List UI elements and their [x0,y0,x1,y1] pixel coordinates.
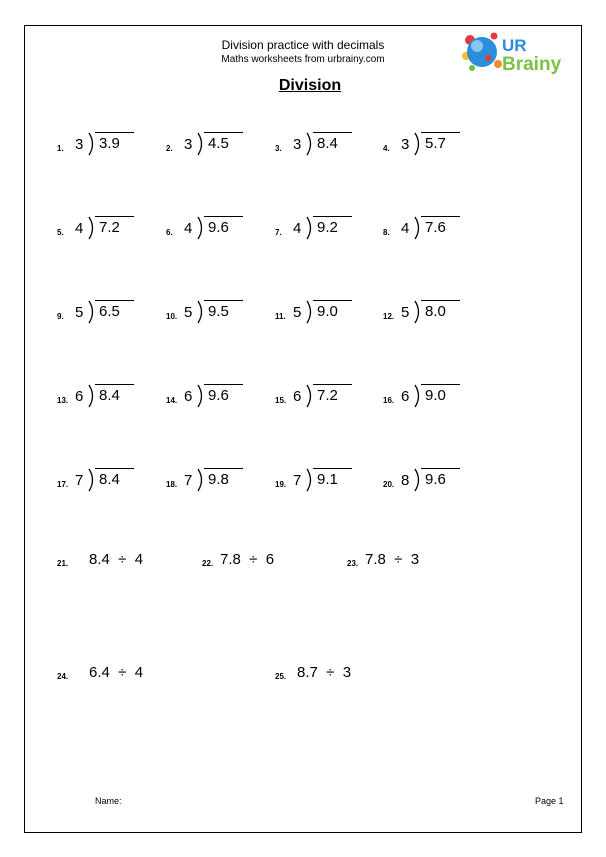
problem-number: 22. [202,559,214,568]
logo-ur-text: UR [502,36,527,55]
dividend: 9.2 [313,216,352,237]
dividend: 3.9 [95,132,134,153]
worksheet-title: Division practice with decimals [221,38,385,52]
divisor: 6 [75,388,84,405]
dividend: 9.6 [204,384,243,405]
problem-number: 9. [57,312,64,321]
problem-number: 8. [383,228,390,237]
problem-number: 19. [275,480,287,489]
dividend: 9.6 [421,468,460,489]
divisor: 5 [184,304,193,321]
divisor: 8 [401,472,410,489]
dividend: 8.0 [421,300,460,321]
page-number: Page 1 [535,796,564,806]
divisor: 7 [293,472,302,489]
dividend: 7.6 [421,216,460,237]
divisor: 4 [293,220,302,237]
problem-number: 20. [383,480,395,489]
problem-number: 23. [347,559,359,568]
dividend: 5.7 [421,132,460,153]
divisor: 4 [75,220,84,237]
name-label: Name: [95,796,122,806]
division-expression: 7.8 ÷ 3 [365,551,420,568]
dividend: 9.0 [313,300,352,321]
divisor: 5 [401,304,410,321]
divisor: 3 [75,136,84,153]
divisor: 7 [184,472,193,489]
problem-number: 6. [166,228,173,237]
division-expression: 8.7 ÷ 3 [297,664,352,681]
problem-number: 21. [57,559,69,568]
problem-number: 17. [57,480,69,489]
problem-number: 1. [57,144,64,153]
problem-number: 24. [57,672,69,681]
problem-number: 12. [383,312,395,321]
problem-number: 7. [275,228,282,237]
division-expression: 6.4 ÷ 4 [89,664,144,681]
problem-number: 4. [383,144,390,153]
worksheet-subtitle: Maths worksheets from urbrainy.com [221,54,385,65]
divisor: 3 [401,136,410,153]
dividend: 9.8 [204,468,243,489]
divisor: 6 [184,388,193,405]
problem-number: 10. [166,312,178,321]
dividend: 7.2 [95,216,134,237]
dividend: 7.2 [313,384,352,405]
divisor: 6 [401,388,410,405]
divisor: 7 [75,472,84,489]
division-expression: 7.8 ÷ 6 [220,551,275,568]
divisor: 5 [75,304,84,321]
division-expression: 8.4 ÷ 4 [89,551,144,568]
problem-number: 5. [57,228,64,237]
problem-number: 16. [383,396,395,405]
problem-number: 11. [275,312,286,321]
dividend: 9.6 [204,216,243,237]
dividend: 8.4 [95,468,134,489]
divisor: 3 [293,136,302,153]
problem-number: 25. [275,672,287,681]
problem-number: 18. [166,480,178,489]
dividend: 8.4 [95,384,134,405]
divisor: 6 [293,388,302,405]
dividend: 8.4 [313,132,352,153]
problem-number: 15. [275,396,287,405]
divisor: 5 [293,304,302,321]
divisor: 4 [401,220,410,237]
section-heading: Division [278,77,342,94]
urbrainy-logo [458,26,580,76]
logo-brainy-text: Brainy [502,54,562,75]
problem-number: 13. [57,396,69,405]
divisor: 4 [184,220,193,237]
divisor: 3 [184,136,193,153]
dividend: 9.5 [204,300,243,321]
problem-number: 2. [166,144,173,153]
dividend: 6.5 [95,300,134,321]
dividend: 9.0 [421,384,460,405]
problem-number: 3. [275,144,282,153]
problem-number: 14. [166,396,178,405]
dividend: 4.5 [204,132,243,153]
dividend: 9.1 [313,468,352,489]
